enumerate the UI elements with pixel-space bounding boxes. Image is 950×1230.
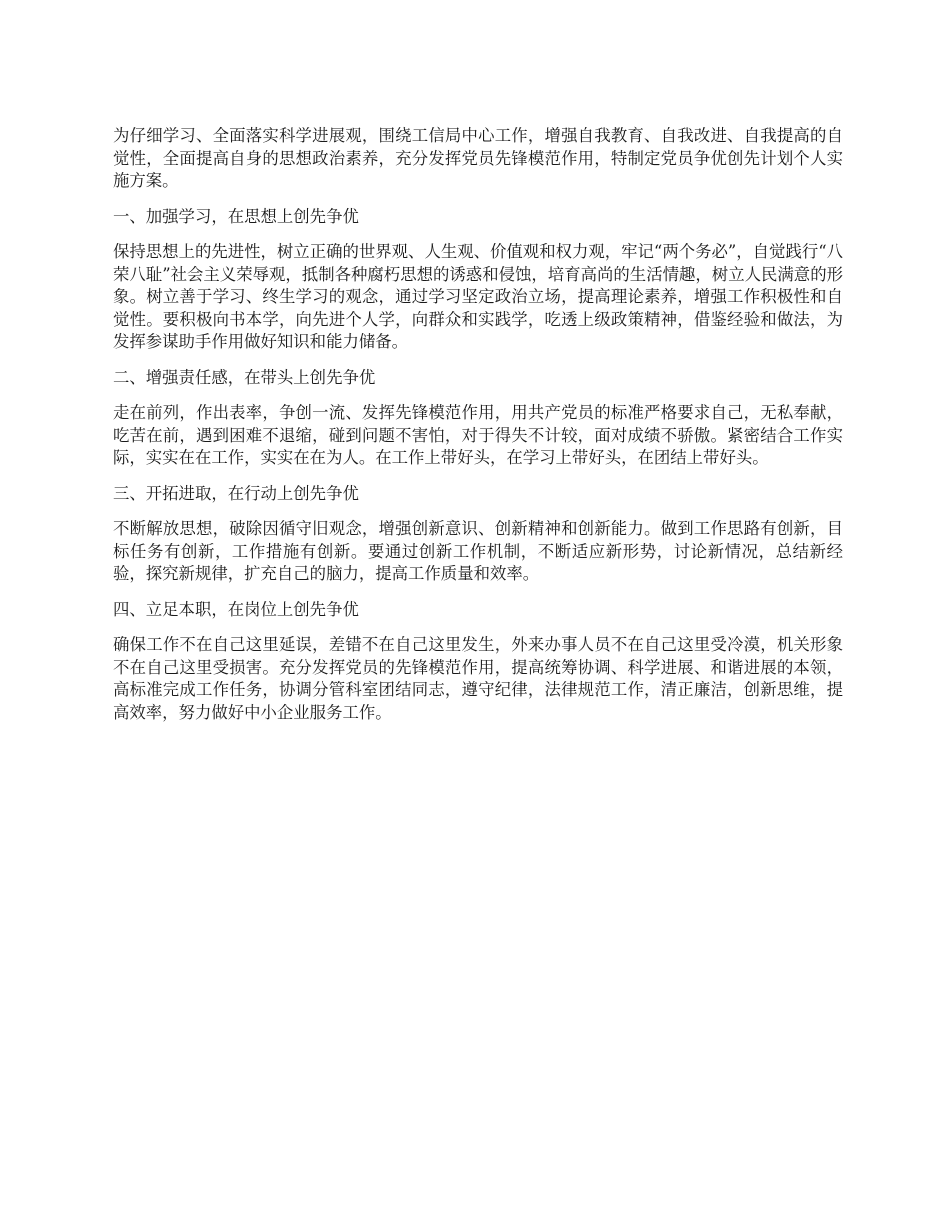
section-2-body: 走在前列，作出表率，争创一流、发挥先锋模范作用，用共产党员的标准严格要求自己，无私奉献，吃苦在前，遇到困难不退缩，碰到问题不害怕，对于得失不计较，面对成绩不骄傲。紧密结合工作实际，实实在在工作，实实在在为人。在工作上带好头，在学习上带好头，在团结上带好头。: [113, 403, 843, 467]
section-3-body: 不断解放思想，破除因循守旧观念，增强创新意识、创新精神和创新能力。做到工作思路有创新，目标任务有创新，工作措施有创新。要通过创新工作机制，不断适应新形势，讨论新情况，总结新经验，探究新规律，扩充自己的脑力，提高工作质量和效率。: [113, 519, 843, 583]
section-3-heading: 三、开拓进取，在行动上创先争优: [113, 483, 359, 503]
section-4-body: 确保工作不在自己这里延误，差错不在自己这里发生，外来办事人员不在自己这里受冷漠，机关形象不在自己这里受损害。充分发挥党员的先锋模范作用，提高统筹协调、科学进展、和谐进展的本领，高标准完成工作任务，协调分管科室团结同志，遵守纪律，法律规范工作，清正廉洁，创新思维，提高效率，努力做好中小企业服务工作。: [113, 635, 843, 722]
section-2-heading: 二、增强责任感，在带头上创先争优: [113, 367, 376, 387]
section-1-body: 保持思想上的先进性，树立正确的世界观、人生观、价值观和权力观，牢记“两个务必”，自觉践行“八荣八耻”社会主义荣辱观，抵制各种腐朽思想的诱惑和侵蚀，培育高尚的生活情趣，树立人民满意的形象。树立善于学习、终生学习的观念，通过学习坚定政治立场，提高理论素养，增强工作积极性和自觉性。要积极向书本学，向先进个人学，向群众和实践学，吃透上级政策精神，借鉴经验和做法，为发挥参谋助手作用做好知识和能力储备。: [113, 242, 843, 351]
document-page: [113, 125, 843, 737]
intro-paragraph: 为仔细学习、全面落实科学进展观，围绕工信局中心工作，增强自我教育、自我改进、自我提高的自觉性，全面提高自身的思想政治素养，充分发挥党员先锋模范作用，特制定党员争优创先计划个人实施方案。: [113, 126, 843, 190]
section-4-heading: 四、立足本职，在岗位上创先争优: [113, 599, 359, 619]
section-1-heading: 一、加强学习，在思想上创先争优: [113, 206, 359, 226]
